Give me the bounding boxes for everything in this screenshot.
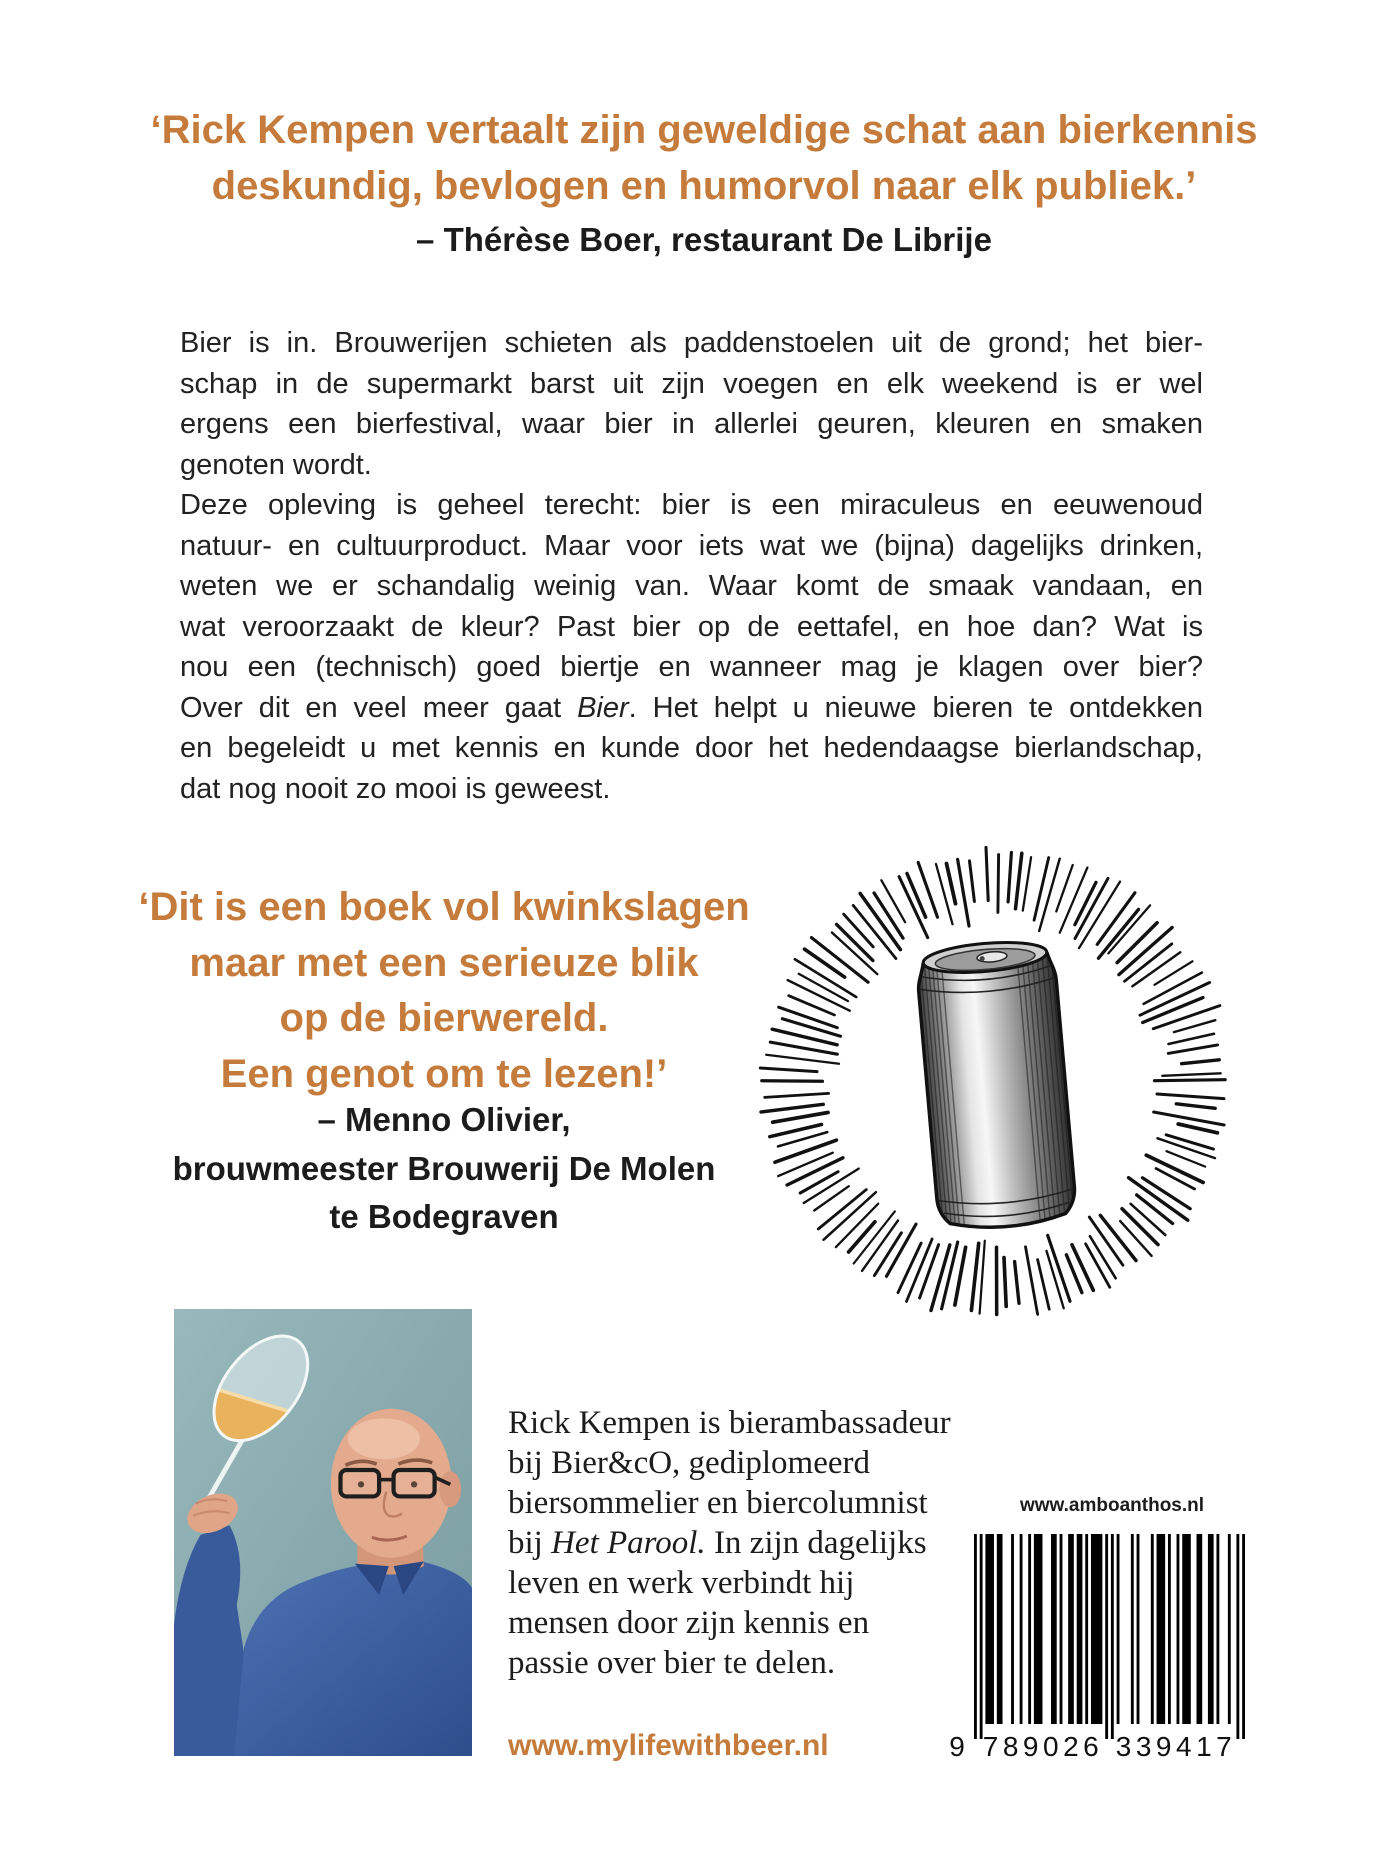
blurb-line: Deze opleving is geheel terecht: bier is een miraculeus en eeuwenoud xyxy=(180,489,1203,521)
newspaper-title-italic: Het Parool. xyxy=(551,1525,706,1561)
barcode-right-digits: 339417 xyxy=(1115,1731,1237,1762)
sunburst-ray xyxy=(1168,1045,1217,1054)
sunburst-ray xyxy=(1004,1258,1006,1307)
top-quote-attribution: – Thérèse Boer, restaurant De Librije xyxy=(416,221,992,258)
barcode-bar xyxy=(1051,1534,1057,1724)
blurb-line: ergens een bierfestival, waar bier in allerlei geuren, kleuren en smaken xyxy=(180,408,1203,440)
barcode-bar xyxy=(1208,1534,1214,1724)
sunburst-ray xyxy=(832,933,877,975)
barcode-first-digit: 9 xyxy=(949,1731,965,1762)
sunburst-ray xyxy=(1026,1247,1038,1315)
blurb-line: nou een (technisch) goed biertje en wanneer mag je klagen over bier? xyxy=(180,651,1203,683)
sunburst-ray xyxy=(1039,859,1060,931)
bio-line: Rick Kempen is bierambassadeur xyxy=(508,1405,951,1441)
barcode-bar xyxy=(1011,1534,1014,1724)
sunburst-ray xyxy=(779,1007,838,1027)
sunburst-ray xyxy=(970,861,975,902)
barcode-bar xyxy=(1068,1534,1074,1724)
sunburst-ray xyxy=(955,1247,966,1305)
barcode-bar xyxy=(1216,1534,1219,1724)
sunburst-ray xyxy=(986,847,988,900)
blurb-line: wat veroorzaakt de kleur? Past bier op de eettafel, en hoe dan? Wat is xyxy=(180,610,1203,643)
top-quote xyxy=(8,102,1400,214)
sunburst-ray xyxy=(762,1081,823,1082)
blurb-line: Bier is in. Brouwerijen schieten als paddenstoelen uit de grond; het bier- xyxy=(180,327,1203,359)
sunburst-ray xyxy=(787,1158,843,1185)
blurb-line: dat nog nooit zo mooi is geweest. xyxy=(180,772,611,805)
top-quote-line: ‘Rick Kempen vertaalt zijn geweldige schat aan bierkennis xyxy=(150,108,1258,152)
blurb-line: genoten wordt. xyxy=(180,448,372,481)
sunburst-ray xyxy=(1178,1124,1217,1133)
publisher-website: www.amboanthos.nl xyxy=(1020,1495,1205,1516)
barcode-bar xyxy=(974,1534,977,1739)
barcode-bar xyxy=(1236,1534,1239,1739)
bottom-quote-attribution xyxy=(124,1096,764,1242)
sunburst-ray xyxy=(765,1093,829,1097)
sunburst-ray xyxy=(1120,1221,1151,1256)
sunburst-ray xyxy=(1156,1168,1195,1189)
barcode-bar xyxy=(1151,1534,1154,1724)
barcode-bar xyxy=(1117,1534,1120,1724)
sunburst-ray xyxy=(1176,1104,1215,1109)
sunburst-ray xyxy=(1137,1195,1173,1224)
barcode-bar xyxy=(1028,1534,1031,1724)
sunburst-ray xyxy=(1182,1060,1220,1064)
sunburst-ray xyxy=(1162,1073,1220,1076)
bio-line: biersommelier en biercolumnist xyxy=(508,1485,928,1521)
author-photo xyxy=(174,1309,472,1756)
sunburst-ray xyxy=(971,1243,978,1310)
sunburst-ray xyxy=(1023,857,1031,911)
sunburst-ray xyxy=(1008,853,1011,902)
sunburst-ray xyxy=(1016,853,1022,908)
blurb-line xyxy=(180,688,1203,729)
barcode-bar xyxy=(1077,1534,1083,1724)
author-bio xyxy=(508,1403,958,1683)
sunburst-ray xyxy=(1122,1209,1158,1245)
sunburst-ray xyxy=(849,1222,875,1252)
barcode-bar xyxy=(1111,1534,1114,1739)
blurb-line: natuur- en cultuurproduct. Maar voor iets wat we (bijna) dagelijks drinken, xyxy=(180,529,1203,562)
barcode-bar xyxy=(1060,1534,1063,1724)
sunburst-ray xyxy=(1015,1262,1019,1304)
barcode-bar xyxy=(1242,1534,1245,1739)
sunburst-ray xyxy=(998,855,999,913)
beer-can xyxy=(915,938,1079,1249)
sunburst-ray xyxy=(1174,1020,1215,1032)
book-title-italic: Bier xyxy=(577,691,629,724)
isbn-barcode xyxy=(974,1534,1245,1740)
bottom-quote-line: Een genot om te lezen!’ xyxy=(220,1051,668,1096)
sunburst-ray xyxy=(1108,905,1150,953)
sunburst-ray xyxy=(1056,865,1072,911)
sunburst-ray xyxy=(980,1241,985,1314)
sunburst-ray xyxy=(805,949,845,977)
barcode-bar xyxy=(1197,1534,1203,1724)
sunburst-ray xyxy=(844,914,874,947)
bottom-quote-line: op de bierwereld. xyxy=(279,996,609,1040)
barcode-bar xyxy=(997,1534,1003,1724)
barcode-bar xyxy=(980,1534,983,1739)
bio-line: bij Bier&cO, gediplomeerd xyxy=(508,1445,870,1481)
bio-segment: In zijn dagelijks xyxy=(705,1525,927,1561)
sunburst-ray xyxy=(773,1113,828,1123)
barcode-bar xyxy=(1137,1534,1140,1724)
author-website: www.mylifewithbeer.nl xyxy=(508,1729,829,1762)
barcode-bar xyxy=(1034,1534,1043,1724)
sunburst-ray xyxy=(1154,1112,1225,1125)
bio-line: mensen door zijn kennis en xyxy=(508,1605,870,1641)
bottom-quote xyxy=(124,880,764,1102)
blurb-line: schap in de supermarkt barst uit zijn voegen en elk weekend is er wel xyxy=(180,367,1203,400)
barcode-bar xyxy=(1131,1534,1134,1724)
sunburst-ray xyxy=(766,1055,839,1064)
blurb-text xyxy=(180,323,1203,809)
sunburst-ray xyxy=(1131,1204,1166,1235)
sunburst-ray xyxy=(1153,1006,1220,1029)
sunburst-ray xyxy=(760,1068,817,1072)
sunburst-ray xyxy=(1169,1034,1215,1044)
blurb-line: en begeleidt u met kennis en kunde door het hedendaagse bierlandschap, xyxy=(180,732,1203,764)
attribution-line: – Menno Olivier, xyxy=(317,1101,571,1138)
attribution-line: brouwmeester Brouwerij De Molen xyxy=(172,1149,716,1187)
sunburst-ray xyxy=(1157,1094,1224,1099)
barcode-bar xyxy=(1228,1534,1231,1724)
barcode-bar xyxy=(1182,1534,1191,1724)
sunburst-ray xyxy=(881,880,905,922)
bio-line xyxy=(508,1523,958,1563)
barcode-bar xyxy=(1020,1534,1023,1724)
sunburst-ray xyxy=(1034,858,1049,921)
sunburst-ray xyxy=(958,859,969,926)
barcode-bar xyxy=(1168,1534,1171,1724)
bottom-quote-line: ‘Dit is een boek vol kwinkslagen xyxy=(138,885,750,929)
attribution-line: te Bodegraven xyxy=(329,1198,559,1235)
barcode-bar xyxy=(1157,1534,1166,1724)
sunburst-ray xyxy=(761,1104,823,1112)
bio-segment: bij xyxy=(508,1525,552,1561)
barcode-bar xyxy=(1177,1534,1180,1724)
blurb-segment: . Het helpt u nieuwe bieren te ontdekken xyxy=(628,691,1203,724)
beer-can-icon xyxy=(756,843,1236,1323)
blurb-segment: Over dit en veel meer gaat xyxy=(180,691,578,724)
barcode-bar xyxy=(985,1534,994,1724)
sunburst-ray xyxy=(947,864,956,904)
bottom-quote-line: maar met een serieuze blik xyxy=(189,940,699,985)
barcode-bar xyxy=(1091,1534,1102,1724)
sunburst-ray xyxy=(1166,1135,1213,1149)
sunburst-ray xyxy=(1155,1080,1226,1081)
bio-line: leven en werk verbindt hij xyxy=(508,1565,855,1601)
blurb-line: weten we er schandalig weinig van. Waar komt de smaak vandaan, en xyxy=(180,570,1203,602)
bio-line: passie over bier te delen. xyxy=(508,1645,836,1681)
sunburst-ray xyxy=(1038,1260,1050,1310)
top-quote-line: deskundig, bevlogen en humorvol naar elk publiek.’ xyxy=(211,164,1197,208)
barcode-left-digits: 789026 xyxy=(982,1731,1104,1762)
sunburst-ray xyxy=(1100,1215,1136,1260)
barcode-bar xyxy=(1105,1534,1108,1739)
barcode-bar xyxy=(1085,1534,1088,1724)
